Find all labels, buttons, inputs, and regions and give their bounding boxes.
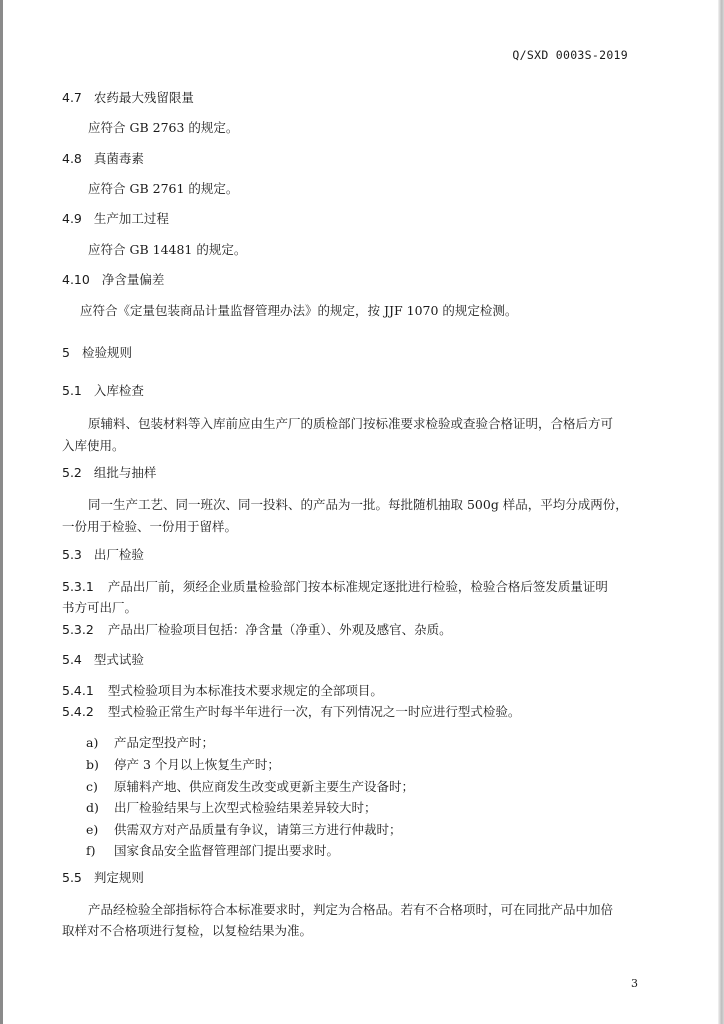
clause-5-4-2 [62,702,520,720]
section-number: 5.5 [62,870,82,885]
list-marker: f) [86,843,96,858]
paragraph-5-5-line2: 取样对不合格项进行复检，以复检结果为准。 [62,923,313,938]
section-title: 真菌毒素 [93,151,144,166]
heading-5-2 [62,463,156,481]
list-marker: c) [86,779,98,794]
list-marker: e) [86,822,99,837]
scan-edge-right [718,0,724,1024]
clause-number: 5.3.1 [62,579,94,594]
clause-text: 产品出厂检验项目包括：净含量（净重）、外观及感官、杂质。 [107,622,452,637]
section-number: 4.9 [62,211,82,226]
heading-5-1 [62,381,144,399]
section-title: 入库检查 [93,383,144,398]
list-text: 原辅料产地、供应商发生改变或更新主要生产设备时； [114,779,415,794]
paragraph-4-9: 应符合 GB 14481 的规定。 [88,242,247,257]
list-marker: b) [86,757,99,772]
heading-4-9 [62,209,169,227]
paragraph-5-2-line1: 同一生产工艺、同一班次、同一投料、的产品为一批。每批随机抽取 500g 样品，平均分成两份， [88,497,628,512]
paragraph-5-2-line2: 一份用于检验、一份用于留样。 [62,519,238,534]
list-marker: a) [86,735,99,750]
section-title: 型式试验 [93,652,144,667]
list-item [86,755,280,773]
section-number: 5.4 [62,652,82,667]
heading-4-8 [62,149,144,167]
page-number: 3 [631,977,638,990]
clause-text: 型式检验项目为本标准技术要求规定的全部项目。 [107,683,383,698]
section-title: 判定规则 [93,870,144,885]
section-title: 检验规则 [81,345,132,360]
list-text: 停产 3 个月以上恢复生产时； [114,757,280,772]
heading-4-7 [62,88,194,106]
clause-text: 型式检验正常生产时每半年进行一次，有下列情况之一时应进行型式检验。 [107,704,521,719]
heading-5-4 [62,650,144,668]
section-number: 4.8 [62,151,82,166]
scan-edge-left [0,0,3,1024]
clause-number: 5.3.2 [62,622,94,637]
section-number: 5.1 [62,383,82,398]
heading-5 [62,343,132,361]
clause-5-3-2 [62,620,452,638]
heading-5-5 [62,868,144,886]
heading-4-10 [62,270,164,288]
list-item [86,733,214,751]
list-text: 供需双方对产品质量有争议，请第三方进行仲裁时； [114,822,402,837]
clause-number: 5.4.1 [62,683,94,698]
clause-text: 产品出厂前，须经企业质量检验部门按本标准规定逐批进行检验，检验合格后签发质量证明 [107,579,608,594]
clause-5-3-1-line2: 书方可出厂。 [62,600,138,615]
paragraph-4-7: 应符合 GB 2763 的规定。 [88,120,239,135]
section-number: 5 [62,345,70,360]
list-marker: d) [86,800,99,815]
list-text: 产品定型投产时； [114,735,215,750]
list-text: 出厂检验结果与上次型式检验结果差异较大时； [114,800,377,815]
clause-5-3-1-line1 [62,577,608,595]
paragraph-4-8: 应符合 GB 2761 的规定。 [88,181,239,196]
section-number: 5.2 [62,465,82,480]
list-item [86,841,339,859]
list-text: 国家食品安全监督管理部门提出要求时。 [114,843,340,858]
section-number: 4.7 [62,90,82,105]
section-number: 5.3 [62,547,82,562]
section-title: 组批与抽样 [93,465,157,480]
section-title: 净含量偏差 [101,272,165,287]
heading-5-3 [62,545,144,563]
paragraph-5-5-line1: 产品经检验全部指标符合本标准要求时，判定为合格品。若有不合格项时，可在同批产品中加倍 [88,902,614,917]
list-item [86,798,377,816]
clause-number: 5.4.2 [62,704,94,719]
section-title: 生产加工过程 [93,211,169,226]
paragraph-4-10: 应符合《定量包装商品计量监督管理办法》的规定，按 JJF 1070 的规定检测。 [80,303,518,318]
section-title: 农药最大残留限量 [93,90,194,105]
section-number: 4.10 [62,272,90,287]
list-item [86,820,402,838]
standard-code: Q/SXD 0003S-2019 [512,48,628,62]
section-title: 出厂检验 [93,547,144,562]
paragraph-5-1-line1: 原辅料、包装材料等入库前应由生产厂的质检部门按标准要求检验或查验合格证明，合格后方可 [88,416,614,431]
list-item [86,777,414,795]
paragraph-5-1-line2: 入库使用。 [62,438,125,453]
clause-5-4-1 [62,681,383,699]
